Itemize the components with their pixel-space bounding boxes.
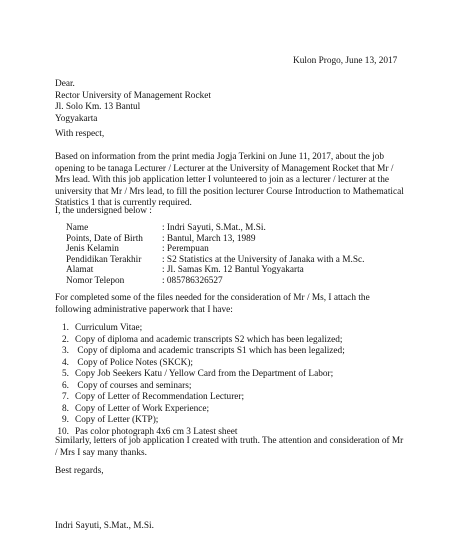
identity-label: Jenis Kelamin (66, 244, 119, 255)
salutation: Dear. (55, 79, 75, 89)
identity-row (66, 265, 364, 276)
list-text: Copy Job Seekers Katu / Yellow Card from the Department of Labor; (75, 369, 334, 379)
list-item (55, 358, 345, 370)
list-number: 6. (62, 380, 69, 391)
list-number: 10. (57, 426, 69, 437)
identity-label: Nomor Telepon (66, 275, 125, 286)
identity-value: : Jl. Samas Km. 12 Bantul Yogyakarta (162, 265, 304, 276)
list-item (55, 335, 345, 347)
identity-label: Pendidikan Terakhir (66, 254, 142, 265)
identity-value: : 085786326527 (162, 275, 223, 286)
recipient-name: Rector University of Management Rocket (55, 90, 211, 101)
identity-table (66, 223, 364, 287)
list-item (55, 404, 345, 416)
list-item (55, 392, 345, 404)
identity-row (66, 244, 364, 255)
signature-name: Indri Sayuti, S.Mat., M.Si. (55, 521, 154, 531)
list-item (55, 346, 345, 358)
list-text: Copy of Letter of Recommendation Lecturer; (75, 392, 245, 402)
intro-line: Mrs lead. With this job application letter I volunteered to join as a lecturer / lecturer at the (55, 175, 390, 186)
list-text: Copy of Letter of Work Experience; (75, 403, 210, 414)
recipient-block (55, 79, 211, 125)
list-number: 9. (62, 415, 69, 425)
attachment-line: For completed some of the files needed for the consideration of Mr / Ms, I attach the (55, 293, 370, 303)
list-item (55, 381, 345, 393)
intro-line: Statistics 1 that is currently required. (55, 198, 192, 209)
closing-line: Similarly, letters of job application I created with truth. The attention and consideration of Mr (55, 436, 404, 446)
attachment-line: following administrative paperwork that I have: (55, 304, 233, 315)
identity-value: : S2 Statistics at the University of Janaka with a M.Sc. (162, 254, 365, 265)
list-text: Copy of Letter (KTP); (75, 415, 159, 425)
attachment-paragraph (55, 293, 370, 316)
list-item (55, 369, 345, 381)
identity-value: : Perempuan (162, 244, 209, 255)
list-number: 3. (62, 346, 69, 356)
identity-label: Alamat (66, 265, 94, 276)
list-text: Curriculum Vitae; (75, 323, 143, 333)
identity-label: Name (66, 223, 89, 233)
list-text: Copy of courses and seminars; (75, 380, 192, 391)
document-list (55, 323, 345, 438)
list-text: Copy of diploma and academic transcripts S2 which has been legalized; (75, 334, 343, 345)
identity-value: : Bantul, March 13, 1989 (162, 233, 256, 244)
intro-line: university that Mr / Mrs lead, to fill the position lecturer Course Introduction to Mathematical (55, 186, 404, 197)
greeting: With respect, (55, 129, 105, 139)
identity-row (66, 234, 364, 245)
identity-row (66, 276, 364, 287)
intro-line: opening to be tanaga Lecturer / Lecturer at the University of Management Rocket that Mr / (55, 163, 394, 174)
list-number: 1. (62, 323, 69, 333)
undersigned-line: I, the undersigned below : (55, 206, 152, 216)
intro-line: Based on information from the print media Jogja Terkini on June 11, 2017, about the job (55, 152, 385, 162)
list-text: Copy of diploma and academic transcripts S1 which has been legalized; (75, 346, 345, 356)
intro-paragraph (55, 152, 404, 210)
closing-paragraph (55, 436, 403, 459)
list-item (55, 323, 345, 335)
identity-label: Points, Date of Birth (66, 233, 143, 244)
list-text: Copy of Police Notes (SKCK); (75, 357, 194, 368)
identity-row (66, 255, 364, 266)
regards: Best regards, (55, 466, 104, 476)
list-number: 7. (62, 392, 69, 402)
list-item (55, 415, 345, 427)
list-number: 2. (62, 334, 69, 345)
closing-line: / Mrs I say many thanks. (55, 447, 147, 458)
list-number: 8. (62, 403, 69, 414)
list-number: 5. (62, 369, 69, 379)
recipient-city: Yogyakarta (55, 113, 98, 124)
place-date: Kulon Progo, June 13, 2017 (293, 56, 398, 66)
recipient-street: Jl. Solo Km. 13 Bantul (55, 102, 141, 113)
identity-value: : Indri Sayuti, S.Mat., M.Si. (162, 223, 266, 233)
identity-row (66, 223, 364, 234)
list-number: 4. (62, 357, 69, 368)
list-text: Pas color photograph 4x6 cm 3 Latest sheet (75, 426, 238, 437)
